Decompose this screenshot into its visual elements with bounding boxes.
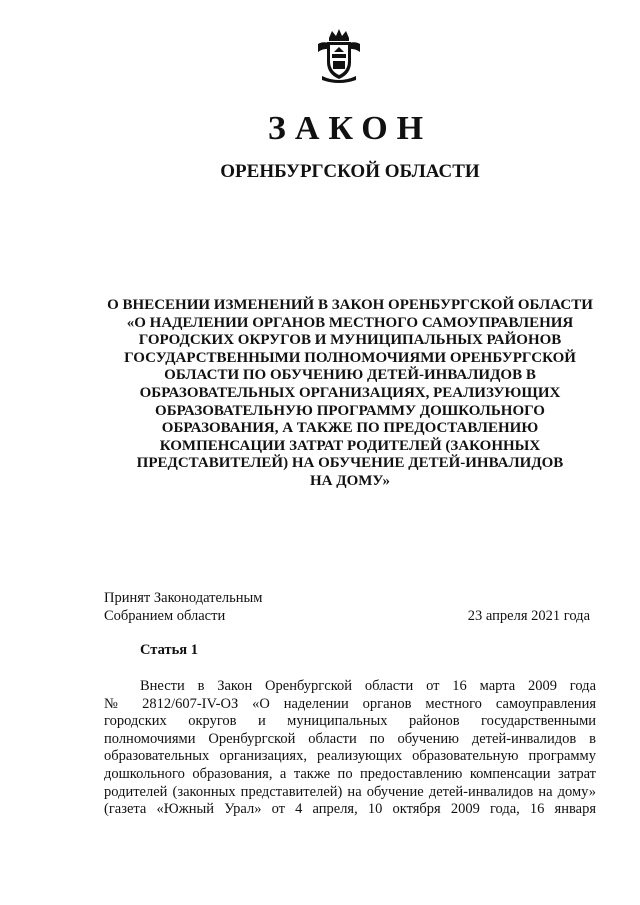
adoption-block [104,590,594,625]
body-line: полномочиями Оренбургской области по обучению детей-инвалидов в [104,730,596,747]
coat-of-arms-icon [312,28,366,84]
article-body [104,678,596,819]
adoption-line-2: Собранием области [104,607,226,624]
title-line: НА ДОМУ» [310,472,390,489]
adoption-date: 23 апреля 2021 года [467,607,590,624]
adoption-line-1: Принят Законодательным [104,590,263,606]
region-heading: ОРЕНБУРГСКОЙ ОБЛАСТИ [220,161,480,182]
title-line: ПРЕДСТАВИТЕЛЕЙ) НА ОБУЧЕНИЕ ДЕТЕЙ-ИНВАЛИДОВ [136,455,564,472]
title-line: ГОСУДАРСТВЕННЫМИ ПОЛНОМОЧИЯМИ ОРЕНБУРГСКОЙ [124,349,576,366]
body-line: № 2812/607-IV-ОЗ «О наделении органов местного самоуправления [104,695,596,712]
body-line: дошкольного образования, а также по предоставлению компенсации затрат [104,765,596,782]
article-heading: Статья 1 [140,642,198,658]
title-line: ГОРОДСКИХ ОКРУГОВ И МУНИЦИПАЛЬНЫХ РАЙОНОВ [138,332,562,349]
title-line: ОБРАЗОВАТЕЛЬНУЮ ПРОГРАММУ ДОШКОЛЬНОГО [155,402,545,419]
body-line: родителей (законных представителей) на обучение детей-инвалидов на дому» [104,783,596,800]
body-line: городских округов и муниципальных районов государственными [104,713,596,730]
law-heading: ЗАКОН [267,110,433,147]
title-line: «О НАДЕЛЕНИИ ОРГАНОВ МЕСТНОГО САМОУПРАВЛЕНИЯ [126,314,574,331]
title-line: ОБРАЗОВАНИЯ, А ТАКЖЕ ПО ПРЕДОСТАВЛЕНИЮ [161,420,539,437]
law-title [100,297,600,491]
title-line: О ВНЕСЕНИИ ИЗМЕНЕНИЙ В ЗАКОН ОРЕНБУРГСКОЙ ОБЛАСТИ [107,297,593,313]
title-line: КОМПЕНСАЦИИ ЗАТРАТ РОДИТЕЛЕЙ (ЗАКОННЫХ [159,437,541,454]
body-line: образовательных организациях, реализующих образовательную программу [104,748,596,765]
title-line: ОБРАЗОВАТЕЛЬНЫХ ОРГАНИЗАЦИЯХ, РЕАЛИЗУЮЩИХ [139,384,561,401]
title-line: ОБЛАСТИ ПО ОБУЧЕНИЮ ДЕТЕЙ-ИНВАЛИДОВ В [164,367,536,384]
body-line: (газета «Южный Урал» от 4 апреля, 10 октября 2009 года, 16 января [104,801,596,818]
body-line: Внести в Закон Оренбургской области от 16 марта 2009 года [140,678,596,694]
